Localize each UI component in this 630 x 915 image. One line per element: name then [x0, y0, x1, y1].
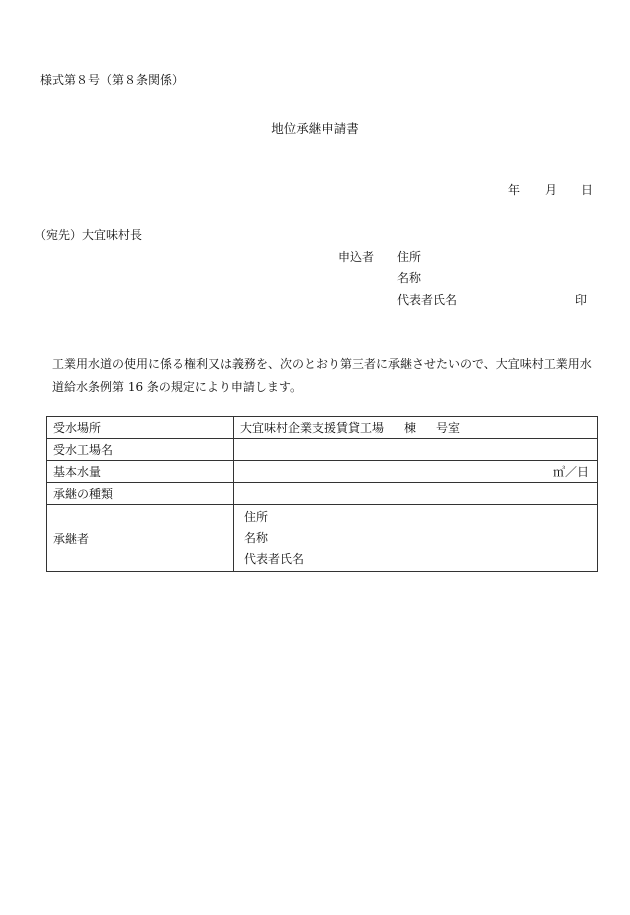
table-row-base-volume — [47, 461, 598, 483]
date-year-label: 年 — [508, 183, 521, 197]
room-label: 号室 — [436, 421, 461, 435]
base-volume-label: 基本水量 — [47, 461, 234, 483]
table-row-receiving-place — [47, 417, 598, 439]
addressee: （宛先）大宜味村長 — [34, 228, 143, 242]
successor-name-label: 名称 — [244, 530, 269, 545]
facility-name: 大宜味村企業支援賃貸工場 — [240, 421, 385, 435]
succession-type-label: 承継の種類 — [47, 483, 234, 505]
applicant-representative-label: 代表者氏名 — [397, 293, 458, 307]
factory-name-label: 受水工場名 — [47, 439, 234, 461]
base-volume-field[interactable] — [234, 461, 598, 483]
receiving-place-value — [234, 417, 598, 439]
applicant-address-label: 住所 — [397, 250, 422, 264]
table-row-factory-name — [47, 439, 598, 461]
seal-mark: 印 — [575, 293, 588, 307]
applicant-name-label: 名称 — [397, 271, 422, 285]
volume-unit: ㎥／日 — [552, 465, 589, 479]
date-month-label: 月 — [545, 183, 558, 197]
successor-representative-label: 代表者氏名 — [244, 551, 305, 566]
successor-label: 承継者 — [47, 505, 234, 572]
date-day-label: 日 — [581, 183, 594, 197]
table-row-succession-type — [47, 483, 598, 505]
info-table — [46, 416, 598, 572]
building-label: 棟 — [404, 421, 417, 435]
table-row-successor — [47, 505, 598, 572]
applicant-label: 申込者 — [338, 250, 375, 264]
succession-type-field[interactable] — [234, 483, 598, 505]
successor-address-label: 住所 — [244, 509, 269, 524]
factory-name-field[interactable] — [234, 439, 598, 461]
form-number: 様式第８号（第８条関係） — [40, 73, 185, 87]
receiving-place-label: 受水場所 — [47, 417, 234, 439]
body-text: 工業用水道の使用に係る権利又は義務を、次のとおり第三者に承継させたいので、大宜味村工業用水道給水条例第 16 条の規定により申請します。 — [52, 357, 592, 394]
document-title: 地位承継申請書 — [271, 121, 359, 136]
successor-details — [234, 505, 598, 572]
